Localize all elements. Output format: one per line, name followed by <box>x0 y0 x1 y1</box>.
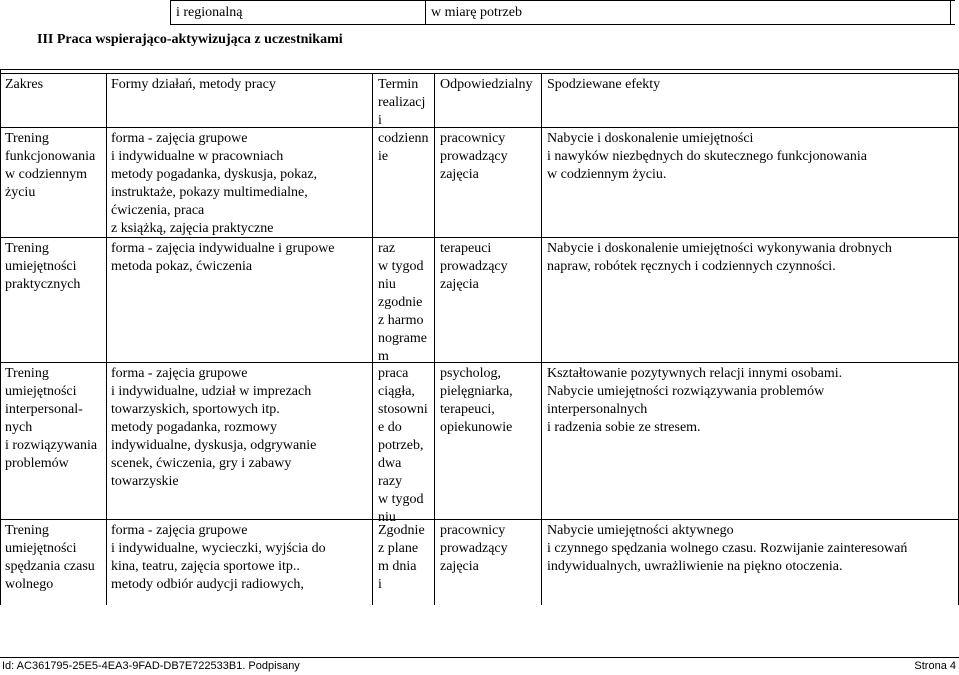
row-effects: Nabycie i doskonalenie umiejętności wykonywania drobnych napraw, robótek ręcznych i codziennych czynności. <box>547 241 892 274</box>
row-effects: Nabycie i doskonalenie umiejętności i nawyków niezbędnych do skutecznego funkcjonowania w codziennym życiu. <box>547 131 867 182</box>
row-scope: Trening umiejętności spędzania czasu wolnego <box>5 523 95 592</box>
row-forms: forma - zajęcia grupowe i indywidualne, udział w imprezach towarzyskich, sportowych itp. metody pogadanka, rozmowy indywidualne, dyskusja, odgrywanie scenek, ćwiczenia, gry i zabawy towarzyskie <box>111 366 317 489</box>
row-responsible: pracownicy prowadzący zajęcia <box>440 523 508 574</box>
row-scope: Trening umiejętności interpersonal- nych i rozwiązywania problemów <box>5 366 98 471</box>
header-responsible: Odpowiedzialny <box>440 77 533 92</box>
section-title: III Praca wspierająco-aktywizująca z uczestnikami <box>37 32 343 47</box>
row-responsible: pracownicy prowadzący zajęcia <box>440 131 508 182</box>
footer-document-id: Id: AC361795-25E5-4EA3-9FAD-DB7E722533B1. Podpisany <box>2 660 300 672</box>
row-forms: forma - zajęcia grupowe i indywidualne w pracowniach metody pogadanka, dyskusja, pokaz, instruktaże, pokazy multimedialne, ćwiczenia, praca z książką, zajęcia praktyczne <box>111 131 318 236</box>
row-forms: forma - zajęcia grupowe i indywidualne, wycieczki, wyjścia do kina, teatru, zajęcia sportowe itp.. metody odbiór audycji radiowych, <box>111 523 326 592</box>
header-term: Termin realizacj i <box>378 77 426 128</box>
row-scope: Trening umiejętności praktycznych <box>5 241 81 292</box>
top-cell-regional: i regionalną <box>176 5 243 20</box>
header-scope: Zakres <box>5 77 44 92</box>
row-term: raz w tygod niu zgodnie z harmo nograme m <box>378 241 427 364</box>
row-forms: forma - zajęcia indywidualne i grupowe metoda pokaz, ćwiczenia <box>111 241 335 274</box>
top-cell-needs: w miarę potrzeb <box>431 5 522 20</box>
row-responsible: terapeuci prowadzący zajęcia <box>440 241 508 292</box>
header-effects: Spodziewane efekty <box>547 77 661 92</box>
row-effects: Kształtowanie pozytywnych relacji innymi osobami. Nabycie umiejętności rozwiązywania problemów interpersonalnych i radzenia sobie ze stresem. <box>547 366 843 435</box>
row-term: Zgodnie z plane m dnia i <box>378 523 425 592</box>
row-term: praca ciągła, stosowni e do potrzeb, dwa razy w tygod niu <box>378 366 428 525</box>
row-term: codzienn ie <box>378 131 429 164</box>
header-forms: Formy działań, metody pracy <box>111 77 276 92</box>
footer-page-number: Strona 4 <box>914 660 956 672</box>
row-responsible: psycholog, pielęgniarka, terapeuci, opiekunowie <box>440 366 513 435</box>
row-effects: Nabycie umiejętności aktywnego i czynnego spędzania wolnego czasu. Rozwijanie zainteresowań indywidualnych, uwrażliwienie na piękno otoczenia. <box>547 523 908 574</box>
row-scope: Trening funkcjonowania w codziennym życiu <box>5 131 96 200</box>
